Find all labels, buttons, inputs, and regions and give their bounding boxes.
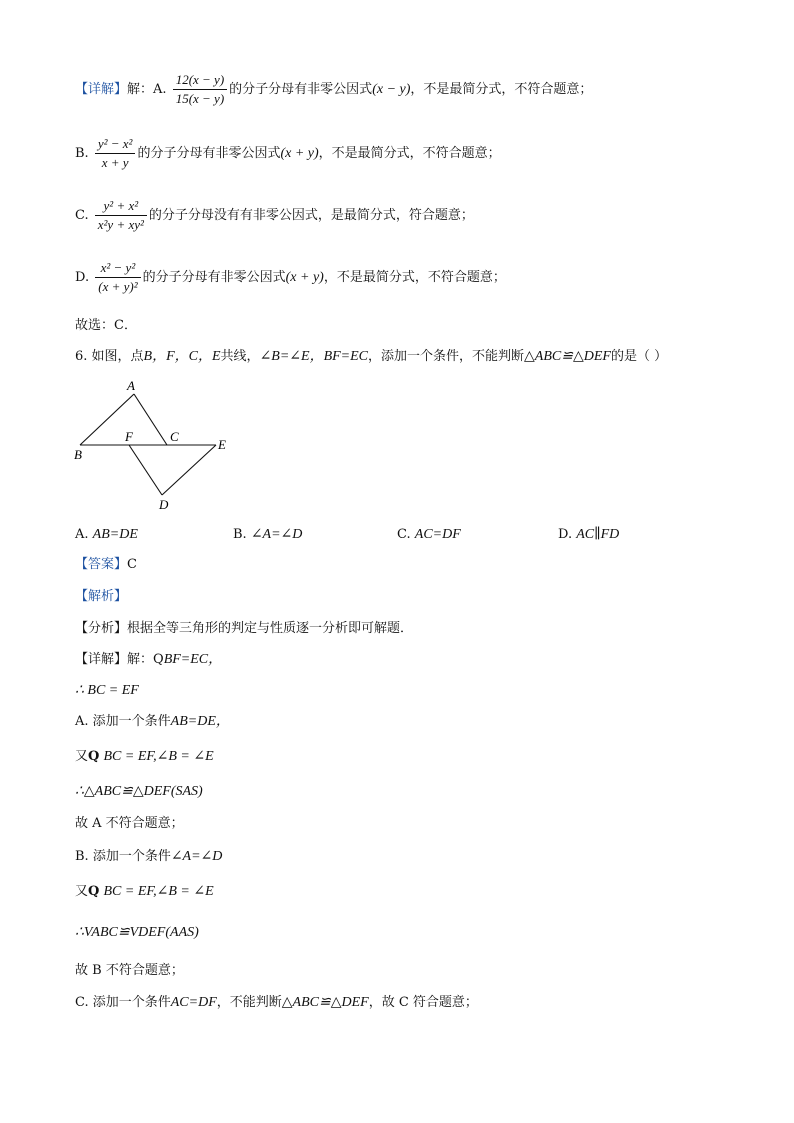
label-f: F	[125, 429, 133, 444]
segment-de	[162, 445, 216, 495]
option-a: A. AB=DE	[75, 527, 138, 542]
case-b-end: 故 B 不符合题意；	[75, 963, 184, 978]
option-b: B. ∠A=∠D	[233, 527, 303, 542]
option-d: D. AC∥FD	[558, 527, 620, 542]
label-c: C	[170, 429, 179, 444]
segment-fd	[129, 445, 162, 495]
detail-line-d: D. $\frac{\text{x² − y²}}{\text{(x + y)²}}$ 的分子分母有非零公因式(x + y)，不是最简分式，不符合题意；	[75, 260, 506, 294]
detail-line-b: B. $\frac{\text{y² − x²}}{x + y}$ 的分子分母有非零公因式(x + y)，不是最简分式，不符合题意；	[75, 136, 501, 170]
label-a: A	[127, 378, 135, 393]
fraction-a: $\frac{12(x - y)}{15(x - y)}$	[173, 72, 227, 107]
segment-ac	[134, 394, 167, 445]
analysis-tag-line	[75, 588, 127, 606]
case-b-because: 又Q BC = EF,∠B = ∠E	[75, 884, 214, 899]
choice-line: 故选：C．	[75, 318, 137, 333]
answer-line	[75, 556, 137, 574]
case-a-conclusion: ∴△ABC≌△DEF(SAS)	[75, 784, 203, 799]
factor-a: (x − y)	[372, 82, 411, 97]
detail-line-c: C. $\frac{\text{y² + x²}}{\text{x²y + xy²}}$ 的分子分母没有有非零公因式，是最简分式，符合题意；	[75, 198, 474, 232]
fenxi-tag: 【分析】	[75, 621, 128, 636]
fraction-d: $\frac{\text{x² − y²}}{\text{(x + y)²}}$	[95, 260, 140, 295]
case-a-end: 故 A 不符合题意；	[75, 816, 184, 831]
case-a-because: 又Q BC = EF,∠B = ∠E	[75, 749, 214, 764]
answer-tag: 【答案】	[75, 557, 128, 572]
case-b-line: B. 添加一个条件∠A=∠D	[75, 849, 223, 864]
label-d: D	[159, 497, 169, 512]
case-a-line: A. 添加一个条件AB=DE，	[75, 714, 230, 729]
label-e: E	[218, 437, 226, 452]
option-c: C. AC=DF	[397, 527, 461, 542]
detail-tag: 【详解】	[75, 82, 128, 97]
label-b: B	[74, 447, 82, 462]
geometry-figure	[70, 375, 240, 515]
detail-a-prefix: 解：A.	[127, 82, 167, 97]
analysis-tag: 【解析】	[75, 589, 128, 604]
fenxi-line: 【分析】根据全等三角形的判定与性质逐一分析即可解题．	[75, 621, 414, 636]
detail-given-line: 【详解】解：QBF=EC，	[75, 652, 223, 667]
question-6: 6. 如图，点B，F，C，E共线，∠B=∠E，BF=EC，添加一个条件，不能判断△ABC≌△DEF的是（ ）	[75, 349, 668, 364]
detail-line-a: 【详解】解：A. $\frac{12(x - y)}{15(x - y)}$ 的分子分母有非零公因式(x − y)，不是最简分式，不符合题意；	[75, 72, 593, 106]
factor-d: (x + y)	[285, 270, 324, 285]
case-b-conclusion: ∴VABC≌VDEF(AAS)	[75, 925, 199, 940]
therefore-line: ∴ BC = EF	[75, 683, 139, 698]
factor-b: (x + y)	[280, 146, 319, 161]
case-c-line: C. 添加一个条件AC=DF，不能判断△ABC≌△DEF，故 C 符合题意；	[75, 995, 478, 1010]
answer-value: C	[127, 557, 137, 572]
fraction-c: $\frac{\text{y² + x²}}{\text{x²y + xy²}}$	[95, 198, 147, 233]
fraction-b: $\frac{\text{y² − x²}}{x + y}$	[95, 136, 136, 171]
